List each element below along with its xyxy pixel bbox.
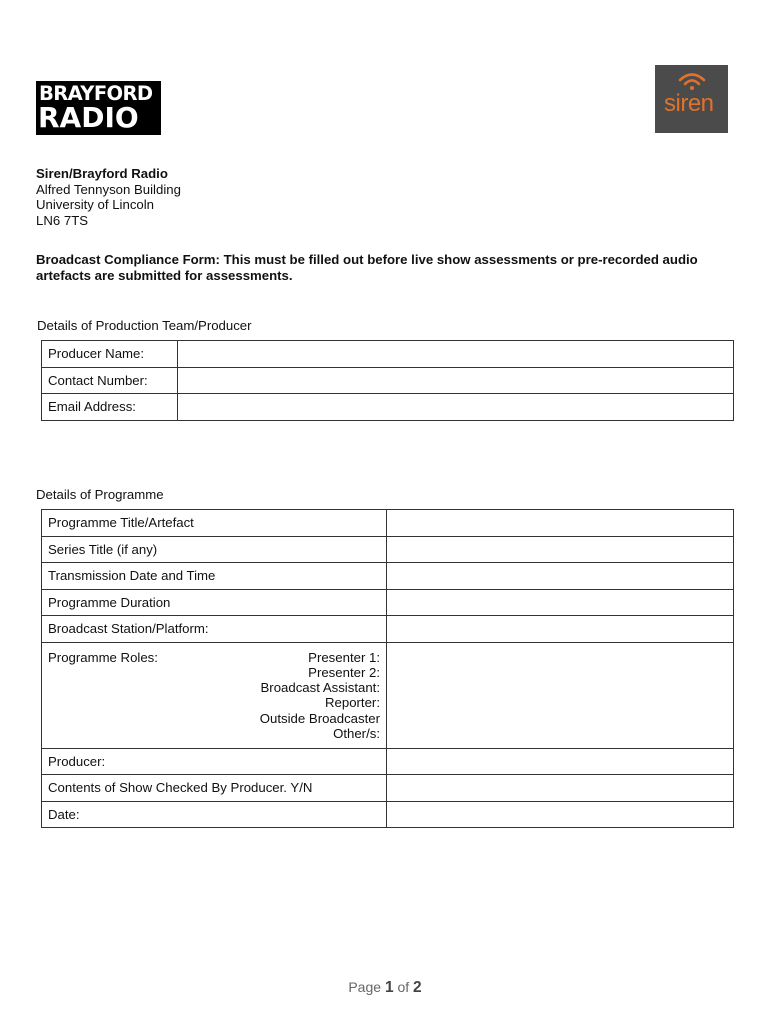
series-title-field[interactable] (387, 536, 734, 563)
siren-logo-word: siren (664, 90, 714, 117)
contents-checked-field[interactable] (387, 775, 734, 802)
programme-duration-field[interactable] (387, 589, 734, 616)
series-title-label: Series Title (if any) (42, 536, 387, 563)
table-row (42, 748, 734, 775)
page-number (0, 979, 770, 997)
of-word: of (397, 979, 410, 995)
table-row (42, 563, 734, 590)
contact-number-label: Contact Number: (42, 367, 178, 394)
table-row (42, 510, 734, 537)
producer-name-label: Producer Name: (42, 341, 178, 368)
role-others: Other/s: (333, 725, 380, 741)
role-presenter-2: Presenter 2: (308, 664, 380, 680)
programme-roles-cell (42, 642, 387, 748)
date-label: Date: (42, 801, 387, 828)
production-table (41, 340, 734, 421)
programme-roles-list (260, 650, 380, 742)
programme-roles-field[interactable] (387, 642, 734, 748)
programme-table (41, 509, 734, 828)
programme-roles-label: Programme Roles: (48, 649, 158, 665)
production-section-title: Details of Production Team/Producer (37, 318, 252, 333)
programme-title-field[interactable] (387, 510, 734, 537)
brayford-logo-line2: RADIO (38, 101, 139, 134)
programme-duration-label: Programme Duration (42, 589, 387, 616)
table-row (42, 775, 734, 802)
email-address-label: Email Address: (42, 394, 178, 421)
transmission-date-label: Transmission Date and Time (42, 563, 387, 590)
role-reporter: Reporter: (325, 695, 380, 711)
table-row (42, 642, 734, 748)
total-pages: 2 (413, 979, 422, 996)
table-row (42, 367, 734, 394)
programme-title-label: Programme Title/Artefact (42, 510, 387, 537)
broadcast-station-field[interactable] (387, 616, 734, 643)
producer-name-field[interactable] (178, 341, 734, 368)
role-broadcast-assistant: Broadcast Assistant: (260, 680, 380, 696)
address-line-1: Alfred Tennyson Building (36, 181, 181, 197)
contact-number-field[interactable] (178, 367, 734, 394)
role-outside-broadcaster: Outside Broadcaster (259, 710, 380, 726)
address-line-2: University of Lincoln (36, 197, 155, 212)
form-intro: Broadcast Compliance Form: This must be filled out before live show assessments or pre-recorded audio artefacts are submitted for assessments. (36, 252, 698, 283)
current-page: 1 (384, 979, 394, 996)
brayford-logo-line1: BRAYFORD (39, 82, 153, 105)
address-block (36, 166, 181, 228)
table-row (42, 341, 734, 368)
programme-section-title: Details of Programme (36, 487, 164, 502)
table-row (42, 536, 734, 563)
page-word: Page (348, 979, 382, 995)
table-row (42, 394, 734, 421)
transmission-date-field[interactable] (387, 563, 734, 590)
signal-icon (677, 71, 707, 91)
contents-checked-label: Contents of Show Checked By Producer. Y/N (42, 775, 387, 802)
producer-field[interactable] (387, 748, 734, 775)
table-row (42, 589, 734, 616)
table-row (42, 801, 734, 828)
address-line-3: LN6 7TS (36, 212, 89, 228)
siren-logo (655, 65, 728, 133)
broadcast-station-label: Broadcast Station/Platform: (42, 616, 387, 643)
table-row (42, 616, 734, 643)
role-presenter-1: Presenter 1: (308, 649, 380, 665)
brayford-radio-logo (36, 81, 161, 135)
date-field[interactable] (387, 801, 734, 828)
producer-label: Producer: (42, 748, 387, 775)
org-name: Siren/Brayford Radio (36, 166, 168, 181)
email-address-field[interactable] (178, 394, 734, 421)
